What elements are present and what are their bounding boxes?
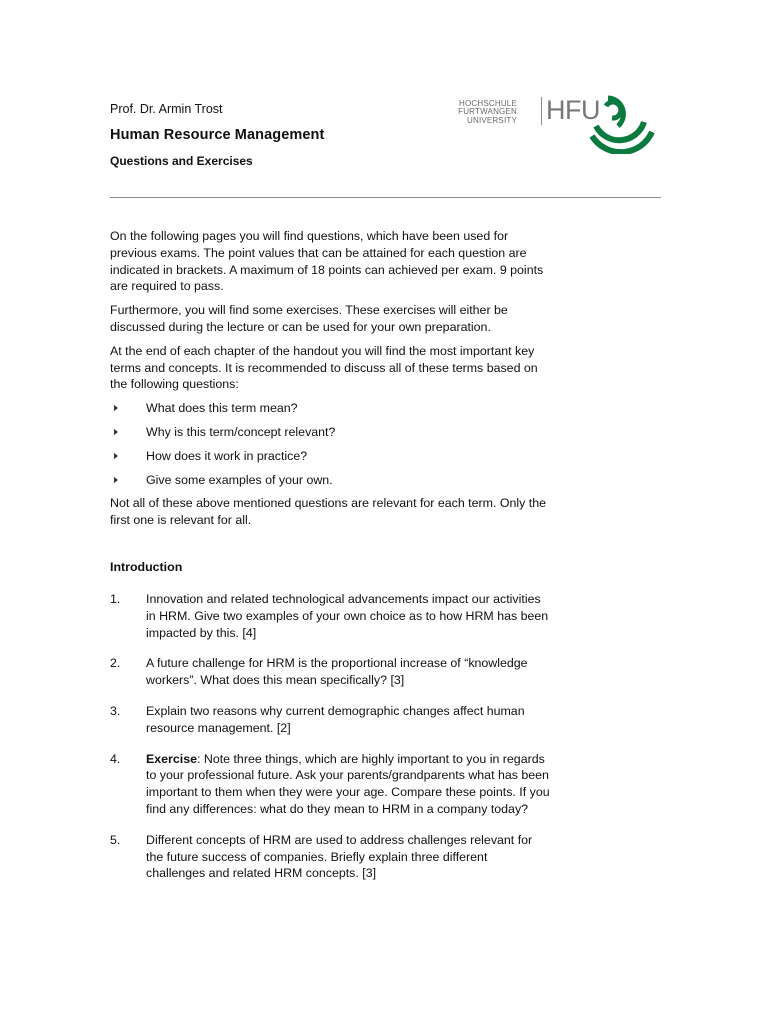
- question-text: : Note three things, which are highly important to you in regards to your professional future. Ask your parents/grandparents what has been important to them when they were your age. Compare these points. If you find any differences: what do they mean to HRM in a company today?: [146, 751, 550, 816]
- hfu-arc-icon: [588, 92, 658, 154]
- triangle-bullet-icon: [114, 429, 118, 435]
- intro-paragraph: Not all of these above mentioned questions are relevant for each term. Only the first one is relevant for all.: [110, 496, 546, 528]
- bullet-text: Give some examples of your own.: [146, 472, 333, 487]
- question-text: Different concepts of HRM are used to address challenges relevant for the future success of companies. Briefly explain three different challenges and related HRM concepts. [3]: [146, 832, 533, 881]
- intro-paragraph: On the following pages you will find questions, which have been used for previous exams. The point values that can be attained for each question are indicated in brackets. A maximum of 18 points can achieved per exam. 9 points are required to pass.: [110, 229, 544, 294]
- question-item: [110, 832, 550, 882]
- bullet-item: [110, 424, 550, 441]
- section-heading: Introduction: [110, 560, 183, 574]
- logo-line-2: FURTWANGEN: [458, 107, 517, 117]
- triangle-bullet-icon: [114, 453, 118, 459]
- question-item: [110, 751, 550, 818]
- question-item: [110, 591, 550, 641]
- question-number: 2.: [110, 656, 121, 671]
- logo-hfu-text: HFU: [546, 95, 600, 125]
- question-list: [110, 591, 550, 896]
- intro-paragraph: At the end of each chapter of the handout you will find the most important key terms and concepts. It is recommended to discuss all of these terms based on the following questions:: [110, 343, 538, 392]
- triangle-bullet-icon: [114, 477, 118, 483]
- question-item: [110, 703, 550, 737]
- question-bullet-list: [110, 400, 550, 488]
- university-logo: [458, 92, 655, 154]
- question-number: 3.: [110, 703, 121, 718]
- question-number: 4.: [110, 751, 121, 766]
- bullet-item: [110, 472, 550, 489]
- bullet-item: [110, 448, 550, 465]
- header-divider: [110, 197, 661, 198]
- question-text: Explain two reasons why current demographic changes affect human resource management. [2]: [146, 703, 525, 735]
- document-subtitle: Questions and Exercises: [110, 154, 253, 168]
- question-text: A future challenge for HRM is the proportional increase of “knowledge workers”. What does this mean specifically? [3]: [146, 656, 528, 688]
- author-name: Prof. Dr. Armin Trost: [110, 102, 223, 116]
- logo-line-1: HOCHSCHULE: [458, 99, 517, 108]
- intro-section: [110, 228, 550, 536]
- logo-line-3: UNIVERSITY: [466, 115, 517, 125]
- exercise-label: Exercise: [146, 751, 197, 766]
- question-number: 1.: [110, 592, 121, 606]
- document-title: Human Resource Management: [110, 127, 325, 143]
- logo-divider: [541, 97, 542, 125]
- bullet-text: How does it work in practice?: [146, 448, 308, 463]
- bullet-text: Why is this term/concept relevant?: [146, 424, 336, 439]
- intro-paragraph: Furthermore, you will find some exercises. These exercises will either be discussed during the lecture or can be used for your own preparation.: [110, 303, 508, 334]
- question-item: [110, 655, 550, 689]
- bullet-text: What does this term mean?: [146, 401, 298, 416]
- triangle-bullet-icon: [114, 405, 118, 411]
- logo-wordmark: [458, 100, 517, 125]
- bullet-item: [110, 400, 550, 417]
- question-text: Innovation and related technological advancements impact our activities in HRM. Give two examples of your own choice as to how HRM has been impacted by this. [4]: [146, 592, 549, 640]
- question-number: 5.: [110, 832, 121, 847]
